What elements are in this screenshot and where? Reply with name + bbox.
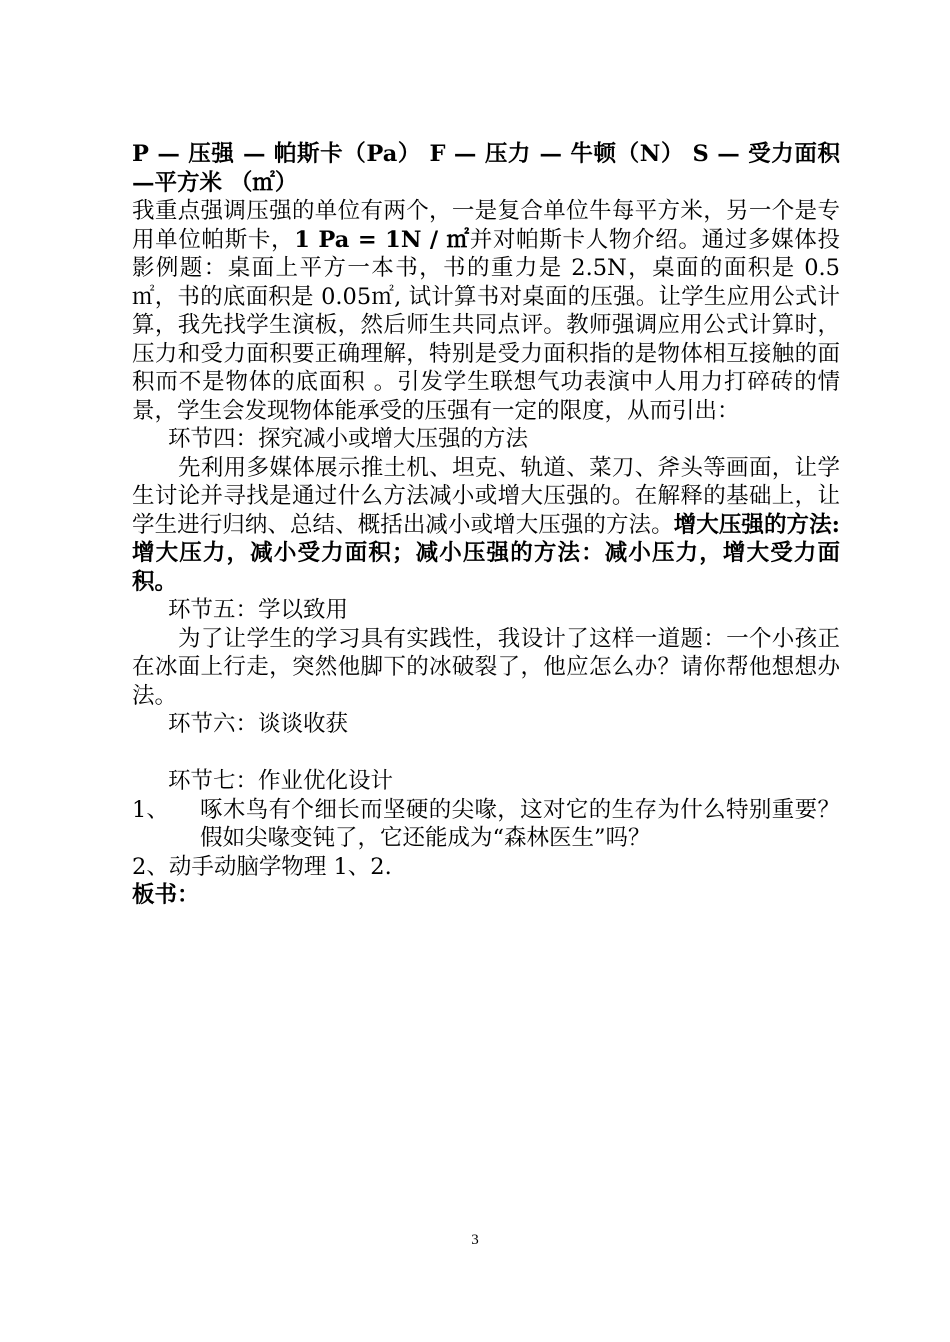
paragraph-units [132,197,840,425]
homework-item-2: 2、动手动脑学物理 1、2. [132,853,392,880]
blank-line [132,739,840,768]
section4-text: 先利用多媒体展示推土机、坦克、轨道、菜刀、斧头等画面，让学生讨论并寻找是通过什么方法减小或增大压强的。在解释的基础上，让学生进行归纳、总结、概括出减小或增大压强的方法。 [132,454,840,538]
section4-paragraph [132,454,840,597]
section4-heading: 环节四：探究减小或增大压强的方法 [168,426,529,452]
section4-conclusion: 增大压强的方法:增大压力，减小受力面积；减小压强的方法：减小压力，增大受力面积。 [132,511,840,595]
section5-paragraph: 为了让学生的学习具有实践性，我设计了这样一道题：一个小孩正在冰面上行走，突然他脚下的冰破裂了，他应怎么办？请你帮他想想办法。 [132,625,840,709]
homework-item [132,796,840,853]
section7-heading: 环节七：作业优化设计 [168,768,394,794]
document-body [132,140,840,910]
units-text-b: 并对帕斯卡人物介绍。通过多媒体投影例题：桌面上平方一本书，书的重力是 2.5N，桌面的面积是 0.5㎡，书的底面积是 0.05㎡, 试计算书对桌面的压强。让学生应用公式计算，我先找学生演板，然后师生共同点评。教师强调应用公式计算时，压力和受力面积要正确理解，特别是受力面积指的是物体相互接触的面积而不是物体的底面积 。引发学生联想气功表演中人用力打碎砖的情景，学生会发现物体能承受的压强有一定的限度，从而引出： [132,226,840,424]
page-number: 3 [471,1232,479,1248]
formula-line: P — 压强 — 帕斯卡（Pa） F — 压力 — 牛顿（N） S — 受力面积 —平方米 （㎡） [132,141,840,196]
units-text-a: 我重点强调压强的单位有两个，一是复合单位牛每平方米，另一个是专用单位帕斯卡， [132,198,840,253]
homework-item-text: 啄木鸟有个细长而坚硬的尖喙，这对它的生存为什么特别重要？假如尖喙变钝了，它还能成为“森林医生”吗？ [200,796,840,851]
section6-heading: 环节六：谈谈收获 [168,711,349,737]
board-label: 板书： [132,882,200,908]
pascal-definition: 1 Pa = 1N / ㎡ [294,226,470,253]
homework-item-number: 1、 [132,796,169,823]
section5-heading: 环节五：学以致用 [168,597,349,623]
